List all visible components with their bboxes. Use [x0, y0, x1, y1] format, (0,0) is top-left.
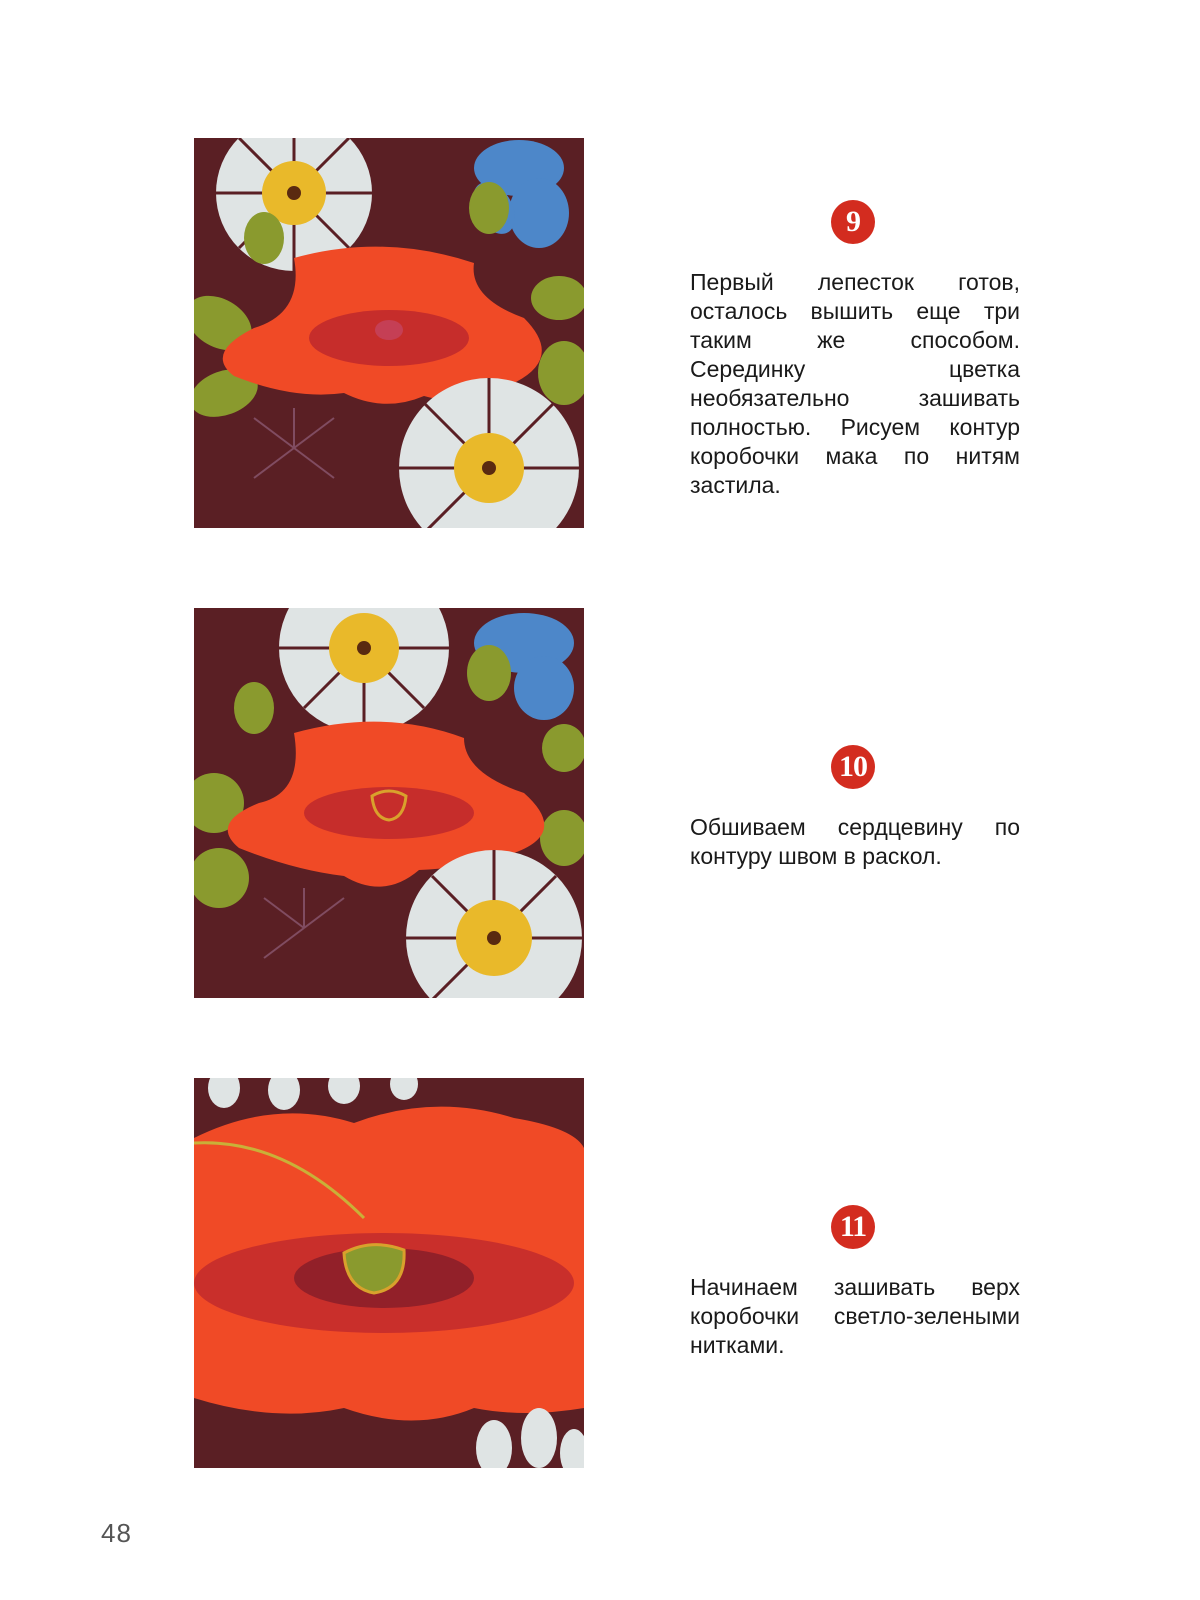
- photo-illustration: [194, 1078, 584, 1468]
- step-11: [690, 1205, 1020, 1360]
- photo-illustration: [194, 608, 584, 998]
- page-number: 48: [101, 1518, 132, 1548]
- step-description: Обшиваем сердцевину по контуру швом в раскол.: [690, 814, 1020, 869]
- step-number-badge: 11: [831, 1205, 875, 1249]
- embroidery-photo-step-11: [194, 1078, 584, 1468]
- step-description: Начинаем зашивать верх коробочки светло-зелеными нитками.: [690, 1274, 1020, 1358]
- step-10: [690, 745, 1020, 871]
- embroidery-photo-step-9: [194, 138, 584, 528]
- step-number-badge: 10: [831, 745, 875, 789]
- photo-illustration: [194, 138, 584, 528]
- step-number-badge: 9: [831, 200, 875, 244]
- step-9: [690, 200, 1020, 500]
- step-description: Первый лепесток готов, осталось вышить еще три таким же способом. Серединку цветка необязательно зашивать полностью. Рисуем контур коробочки мака по нитям застила.: [690, 269, 1020, 498]
- embroidery-photo-step-10: [194, 608, 584, 998]
